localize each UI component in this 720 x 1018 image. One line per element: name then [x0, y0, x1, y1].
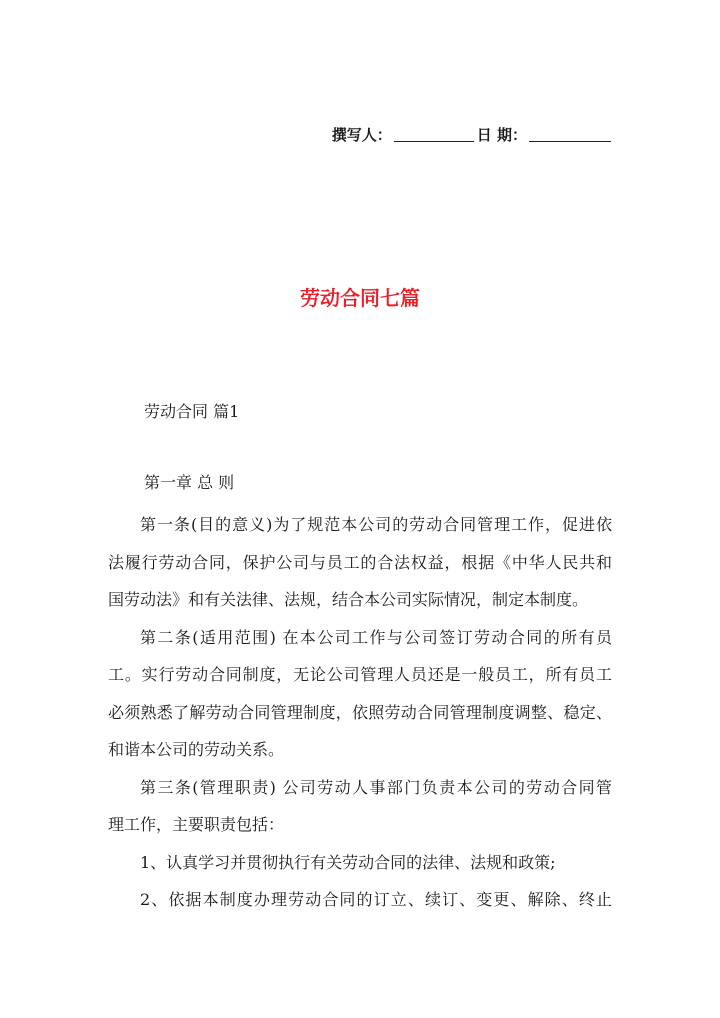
article-3-paragraph	[108, 769, 612, 844]
article-2-line-2: 工。实行劳动合同制度，无论公司管理人员还是一般员工，所有员工	[108, 665, 612, 684]
document-body	[108, 506, 612, 919]
article-2-line-3: 必须熟悉了解劳动合同管理制度，依照劳动合同管理制度调整、稳定、	[108, 702, 612, 722]
article-1-line-3: 国劳动法》和有关法律、法规，结合本公司实际情况，制定本制度。	[108, 590, 589, 609]
document-title: 劳动合同七篇	[300, 286, 420, 310]
article-1-paragraph	[108, 506, 612, 619]
date-blank-field[interactable]	[529, 140, 611, 142]
list-item-2: 2、依据本制度办理劳动合同的订立、续订、变更、解除、终止	[140, 890, 612, 909]
author-date-line	[332, 124, 614, 145]
article-3-line-2: 理工作，主要职责包括：	[108, 815, 285, 834]
chapter-heading: 第一章 总 则	[144, 473, 235, 492]
article-3-line-1: 第三条(管理职责) 公司劳动人事部门负责本公司的劳动合同管	[140, 777, 612, 797]
article-1-line-2: 法履行劳动合同，保护公司与员工的合法权益，根据《中华人民共和	[108, 552, 612, 572]
list-item-1: 1、认真学习并贯彻执行有关劳动合同的法律、法规和政策;	[140, 852, 556, 872]
section-heading: 劳动合同 篇1	[144, 402, 240, 421]
author-blank-field[interactable]	[394, 140, 474, 142]
date-label: 日 期：	[476, 126, 527, 144]
article-2-line-1: 第二条(适用范围) 在本公司工作与公司签订劳动合同的所有员	[140, 627, 612, 647]
article-1-line-1: 第一条(目的意义)为了规范本公司的劳动合同管理工作，促进依	[140, 515, 612, 534]
article-2-line-4: 和谐本公司的劳动关系。	[108, 740, 285, 759]
article-2-paragraph	[108, 619, 612, 769]
author-label: 撰写人：	[331, 126, 392, 144]
